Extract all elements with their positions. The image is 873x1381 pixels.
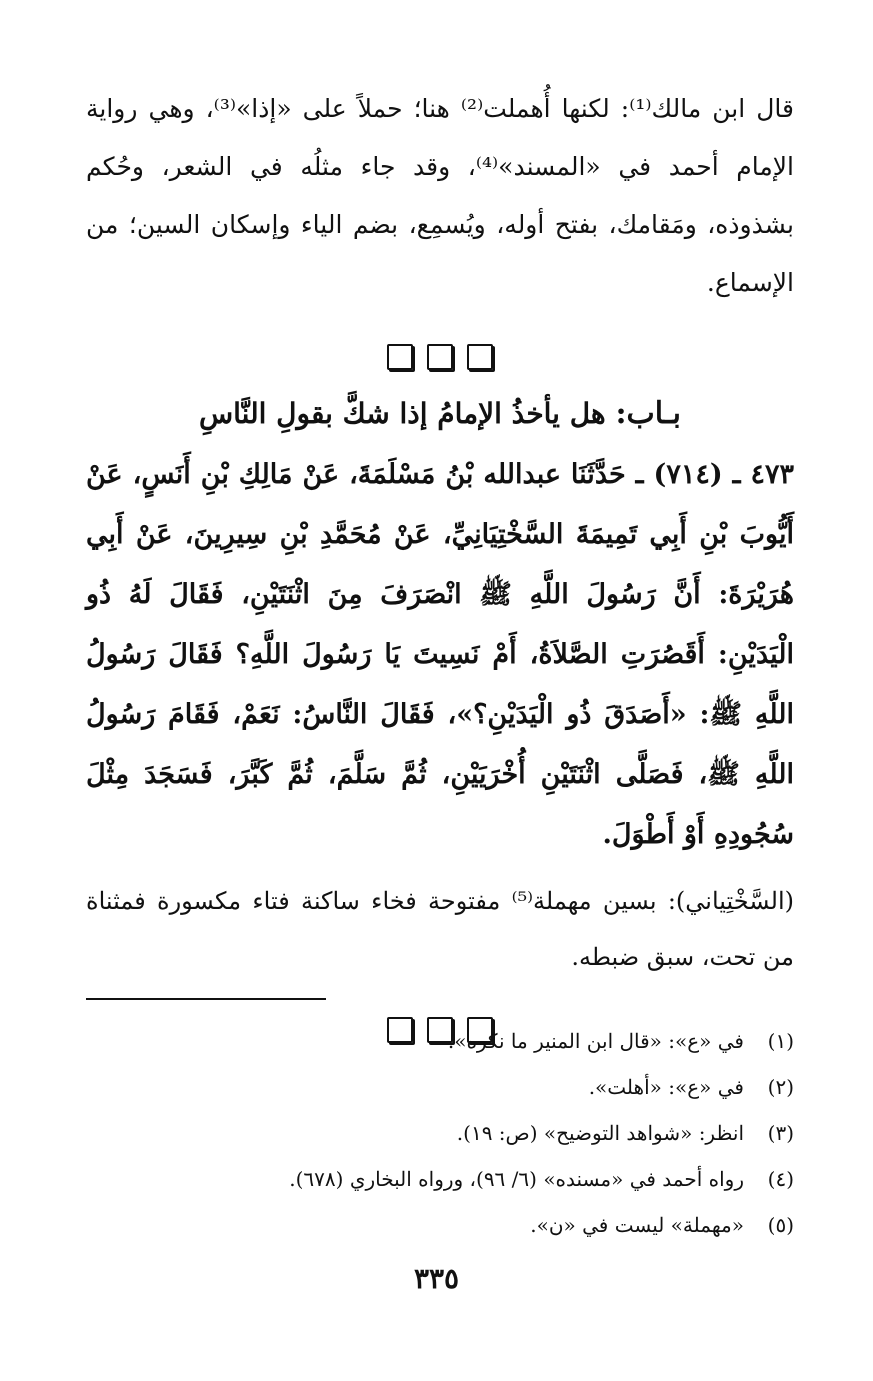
footnote-item xyxy=(86,1202,794,1248)
footnote-text: «مهملة» ليست في «ن». xyxy=(530,1213,744,1237)
separator-square-icon xyxy=(427,344,453,370)
separator-square-icon xyxy=(387,344,413,370)
footnote-item xyxy=(86,1018,794,1064)
footnote-text: في «ع»: «أهلت». xyxy=(588,1075,744,1099)
footnote-number: (٤) xyxy=(767,1167,794,1191)
footnote-number: (٣) xyxy=(767,1121,794,1145)
footnote-item xyxy=(86,1110,794,1156)
commentary-paragraph: قال ابن مالك⁽¹⁾: لكنها أُهملت⁽²⁾ هنا؛ حملاً على «إذا»⁽³⁾، وهي رواية الإمام أحمد في «المسند»⁽⁴⁾، وقد جاء مثلُه في الشعر، وحُكم بشذوذه، ومَقامك، بفتح أوله، ويُسمِع، بضم الياء وإسكان السين؛ من الإسماع. xyxy=(86,94,794,297)
footnote-text: انظر: «شواهد التوضيح» (ص: ١٩). xyxy=(456,1121,744,1145)
footnote-text: رواه أحمد في «مسنده» (٦/ ٩٦)، ورواه البخاري (٦٧٨). xyxy=(289,1167,744,1191)
footnote-item xyxy=(86,1156,794,1202)
section-separator xyxy=(86,338,794,374)
footnote-list xyxy=(86,1018,794,1248)
chapter-heading xyxy=(86,396,794,431)
footnote-text: في «ع»: «قال ابن المنير ما نكره». xyxy=(447,1029,744,1053)
page-number: ٣٣٥ xyxy=(413,1262,460,1295)
footnotes-section xyxy=(86,998,794,1248)
footnote-item xyxy=(86,1064,794,1110)
chapter-prefix: بـاب: xyxy=(615,396,682,431)
page-body xyxy=(86,80,794,1069)
footnote-number: (٢) xyxy=(767,1075,794,1099)
footnote-divider xyxy=(86,998,326,1000)
hadith-text: ٤٧٣ ـ (٧١٤) ـ حَدَّثَنَا عبدالله بْنُ مَسْلَمَةَ، عَنْ مَالِكِ بْنِ أَنَسٍ، عَنْ أَيُّوبَ بْنِ أَبِي تَمِيمَةَ السَّخْتِيَانِيِّ، عَنْ مُحَمَّدِ بْنِ سِيرِينَ، عَنْ أَبِي هُرَيْرَةَ: أَنَّ رَسُولَ اللَّهِ ﷺ انْصَرَفَ مِنَ اثْنَتَيْنِ، فَقَالَ لَهُ ذُو الْيَدَيْنِ: أَقَصُرَتِ الصَّلاَةُ، أَمْ نَسِيتَ يَا رَسُولَ اللَّهِ؟ فَقَالَ رَسُولُ اللَّهِ ﷺ: «أَصَدَقَ ذُو الْيَدَيْنِ؟»، فَقَالَ النَّاسُ: نَعَمْ، فَقَامَ رَسُولُ اللَّهِ ﷺ، فَصَلَّى اثْنَتَيْنِ أُخْرَيَيْنِ، ثُمَّ سَلَّمَ، ثُمَّ كَبَّرَ، فَسَجَدَ مِثْلَ سُجُودِهِ أَوْ أَطْوَلَ. xyxy=(86,459,794,850)
separator-square-icon xyxy=(467,344,493,370)
chapter-title: هل يأخذُ الإمامُ إذا شكَّ بقولِ النَّاسِ xyxy=(198,397,606,430)
explanation-paragraph: (السَّخْتِياني): بسين مهملة⁽⁵⁾ مفتوحة فخاء ساكنة فتاء مكسورة فمثناة من تحت، سبق ضبطه. xyxy=(86,887,794,971)
footnote-number: (٥) xyxy=(767,1213,794,1237)
footnote-number: (١) xyxy=(767,1029,794,1053)
